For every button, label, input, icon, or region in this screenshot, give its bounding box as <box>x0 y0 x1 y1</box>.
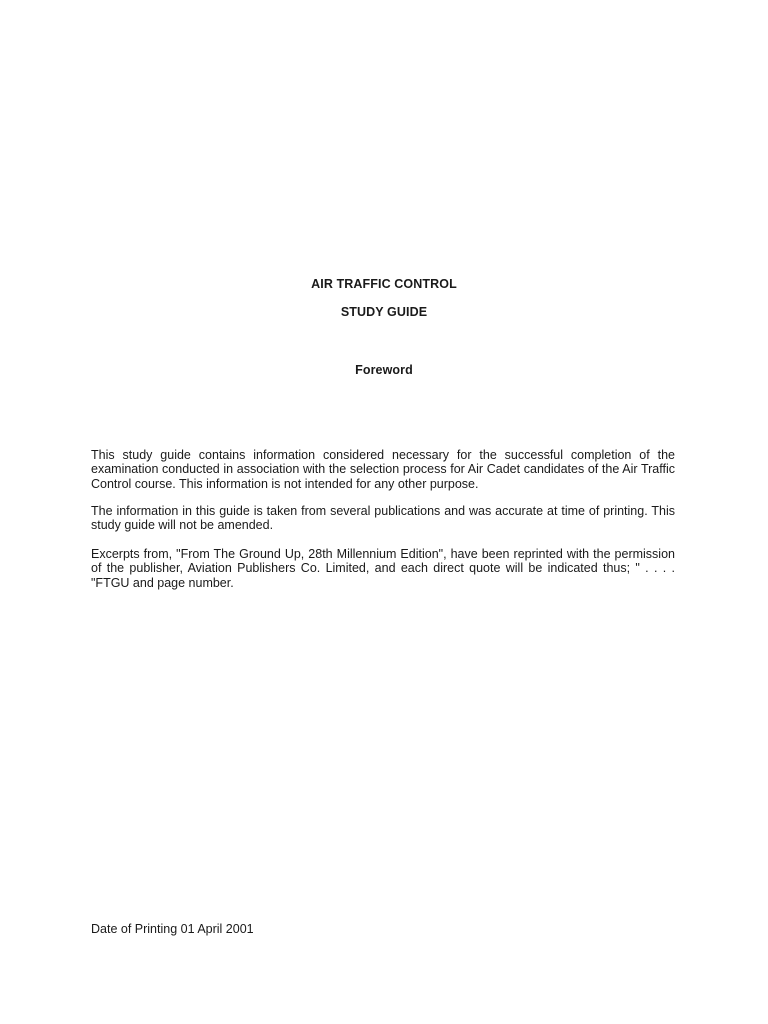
document-title: AIR TRAFFIC CONTROL <box>311 277 457 291</box>
foreword-paragraph-2: The information in this guide is taken from several publications and was accurate at time of printing. This study guide will not be amended. <box>91 503 675 533</box>
foreword-paragraph-3: Excerpts from, "From The Ground Up, 28th Millennium Edition", have been reprinted with the permission of the publisher, Aviation Publishers Co. Limited, and each direct quote will be indicated thus; " . . . . "FTGU and page number. <box>91 546 675 590</box>
printing-date: Date of Printing 01 April 2001 <box>91 922 254 936</box>
document-subtitle: STUDY GUIDE <box>340 305 428 319</box>
foreword-paragraph-1: This study guide contains information considered necessary for the successful completion of the examination conducted in association with the selection process for Air Cadet candidates of the Air Traffic Control course. This information is not intended for any other purpose. <box>91 447 675 491</box>
section-heading-foreword: Foreword <box>355 363 413 377</box>
